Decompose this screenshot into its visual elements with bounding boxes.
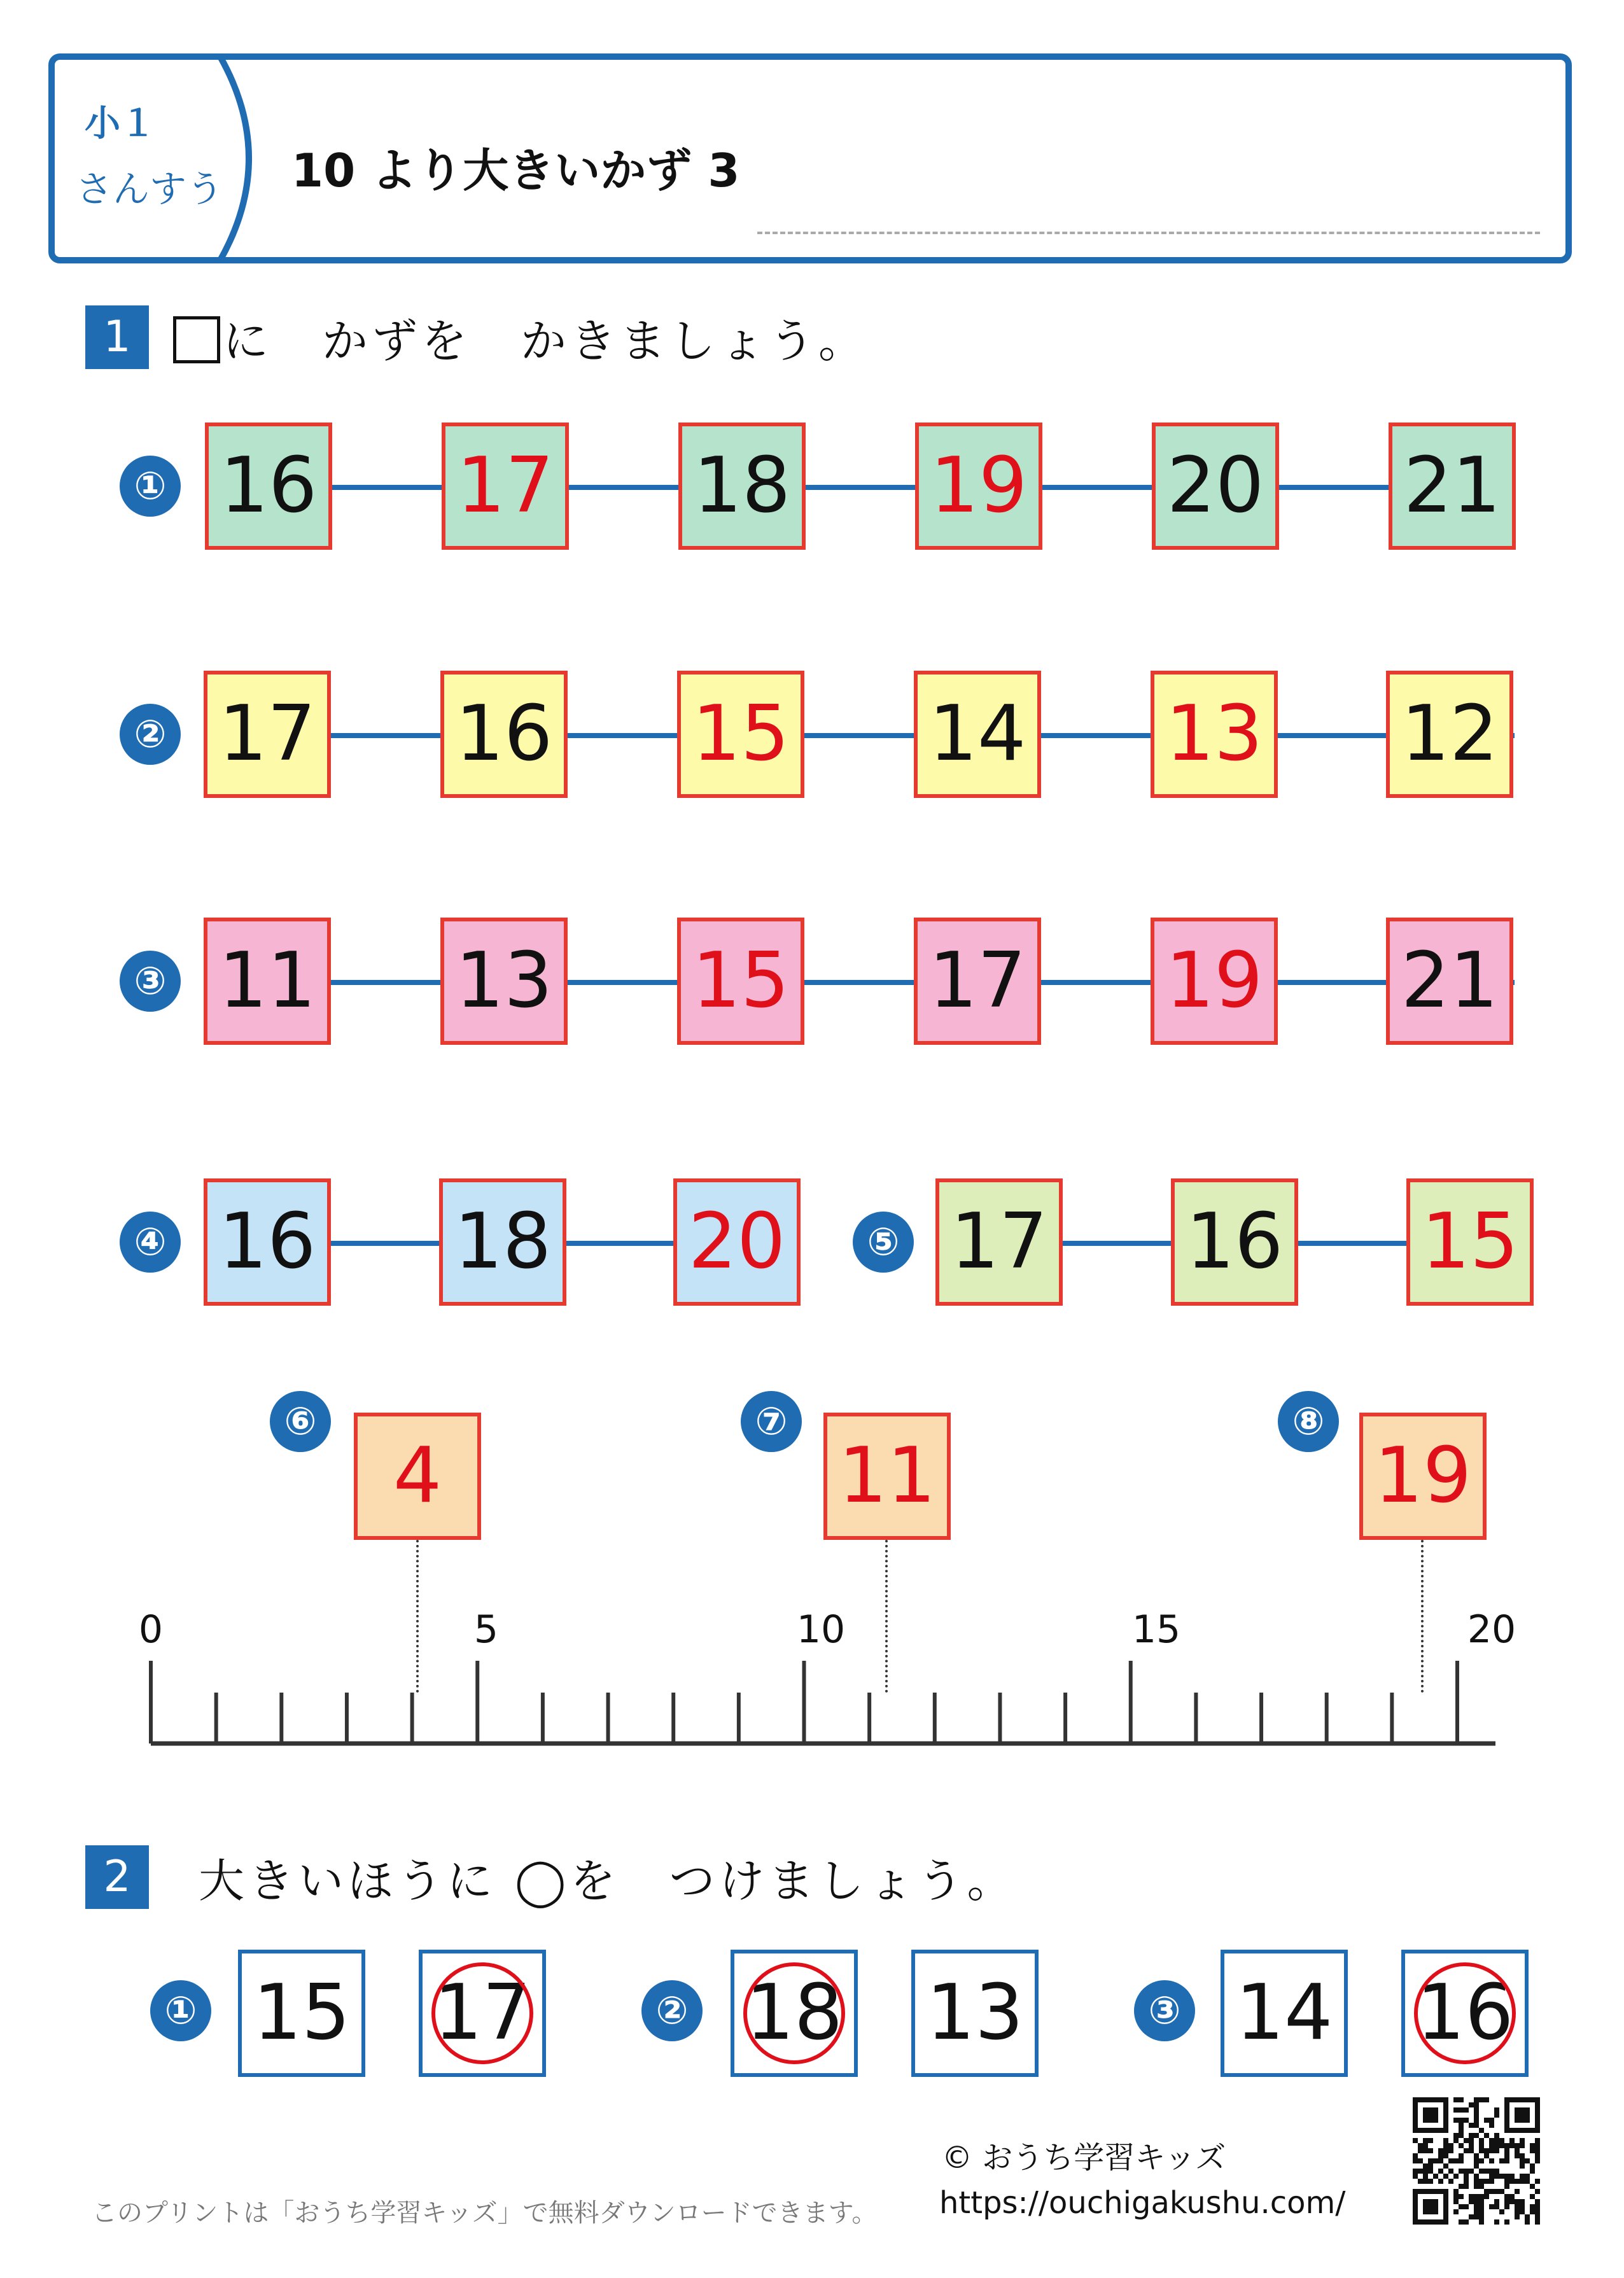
answer-box[interactable]: 4	[354, 1413, 481, 1540]
answer-box[interactable]: 15	[1406, 1178, 1534, 1306]
tick-label-5: 5	[473, 1607, 499, 1652]
section-1-instruction	[173, 304, 868, 370]
footer-note: このプリントは「おうち学習キッズ」で無料ダウンロードできます。	[92, 2198, 878, 2228]
subject-label: さんすう	[75, 167, 223, 211]
tick-label-15: 15	[1131, 1607, 1181, 1652]
answer-box[interactable]: 15	[677, 918, 804, 1045]
number-box: 17	[935, 1178, 1063, 1306]
answer-circle	[1414, 1962, 1516, 2064]
section-1-instruction-text: に かずを かきましょう。	[223, 314, 869, 368]
answer-box[interactable]: 19	[1151, 918, 1278, 1045]
name-write-line	[757, 232, 1540, 234]
question-2-label: ②	[120, 704, 181, 765]
answer-circle	[743, 1962, 845, 2064]
number-box: 21	[1389, 423, 1516, 550]
question-3-label: ③	[120, 951, 181, 1012]
compare-box[interactable]: 13	[911, 1950, 1039, 2077]
answer-box[interactable]: 20	[673, 1178, 801, 1306]
tick-label-10: 10	[796, 1607, 846, 1652]
answer-box[interactable]: 11	[823, 1413, 951, 1540]
number-box: 17	[204, 671, 331, 798]
answer-circle	[431, 1962, 533, 2064]
answer-box[interactable]: 19	[915, 423, 1042, 550]
number-box: 20	[1152, 423, 1279, 550]
question-8-label: ⑧	[1278, 1391, 1339, 1452]
number-box: 17	[914, 918, 1041, 1045]
qr-code-icon	[1413, 2097, 1540, 2225]
compare-3-label: ③	[1134, 1980, 1195, 2041]
number-line	[127, 1654, 1527, 1756]
section-2-marker: 2	[85, 1845, 149, 1909]
grade-label: 小１	[85, 103, 156, 144]
compare-box-circled[interactable]: 18	[731, 1950, 858, 2077]
header-divider-arc	[48, 53, 277, 263]
question-5-label: ⑤	[853, 1212, 914, 1273]
section-1-marker: 1	[85, 305, 149, 369]
compare-2-label: ②	[641, 1980, 703, 2041]
box-symbol-icon	[173, 316, 220, 363]
number-box: 18	[678, 423, 806, 550]
page-title: 10 より大きいかず 3	[291, 144, 740, 197]
copyright: © おうち学習キッズ	[942, 2140, 1226, 2176]
question-7-label: ⑦	[741, 1391, 802, 1452]
number-box: 11	[204, 918, 331, 1045]
compare-1-label: ①	[150, 1980, 211, 2041]
number-box: 16	[204, 1178, 331, 1306]
answer-box[interactable]: 17	[442, 423, 569, 550]
question-6-label: ⑥	[270, 1391, 331, 1452]
site-url[interactable]: https://ouchigakushu.com/	[939, 2185, 1346, 2221]
answer-box[interactable]: 19	[1359, 1413, 1487, 1540]
compare-box[interactable]: 14	[1221, 1950, 1348, 2077]
number-box: 21	[1386, 918, 1513, 1045]
answer-box[interactable]: 13	[1151, 671, 1278, 798]
compare-box-circled[interactable]: 16	[1401, 1950, 1529, 2077]
question-1-label: ①	[120, 456, 181, 517]
compare-box-circled[interactable]: 17	[419, 1950, 546, 2077]
tick-label-20: 20	[1467, 1607, 1516, 1652]
answer-box[interactable]: 15	[677, 671, 804, 798]
number-box: 14	[914, 671, 1041, 798]
number-box: 16	[1171, 1178, 1298, 1306]
number-box: 12	[1386, 671, 1513, 798]
question-4-label: ④	[120, 1212, 181, 1273]
section-2-instruction: 大きいほうに ◯を つけましょう。	[199, 1854, 1017, 1908]
number-box: 16	[205, 423, 332, 550]
tick-label-0: 0	[138, 1607, 164, 1652]
number-box: 18	[439, 1178, 566, 1306]
number-box: 13	[440, 918, 568, 1045]
number-box: 16	[440, 671, 568, 798]
compare-box[interactable]: 15	[238, 1950, 365, 2077]
